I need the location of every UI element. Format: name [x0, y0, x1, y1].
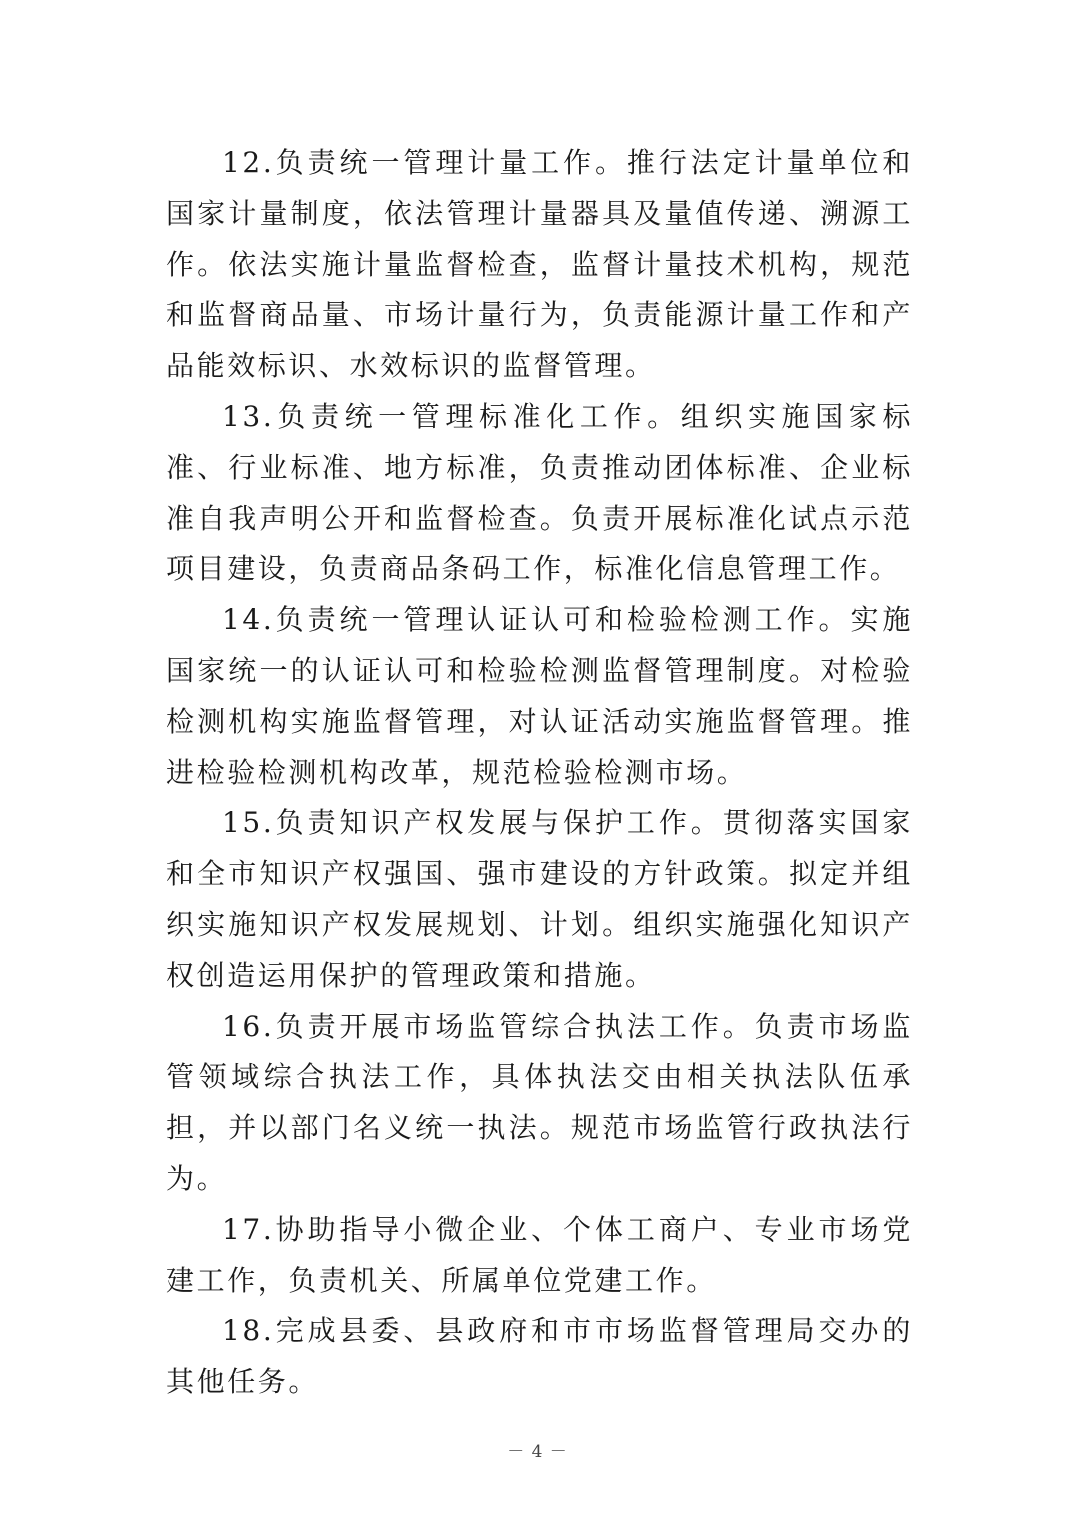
paragraph-item-18: 18.完成县委、县政府和市市场监督管理局交办的其他任务。 — [166, 1314, 913, 1399]
paragraph-item-12: 12.负责统一管理计量工作。推行法定计量单位和国家计量制度，依法管理计量器具及量值传递、溯源工作。依法实施计量监督检查，监督计量技术机构，规范和监督商品量、市场计量行为，负责能源计量工作和产品能效标识、水效标识的监督管理。 — [166, 146, 913, 383]
document-body — [166, 138, 913, 1408]
paragraph-item-16: 16.负责开展市场监管综合执法工作。负责市场监管领域综合执法工作，具体执法交由相关执法队伍承担，并以部门名义统一执法。规范市场监管行政执法行为。 — [166, 1009, 913, 1195]
paragraph-item-15: 15.负责知识产权发展与保护工作。贯彻落实国家和全市知识产权强国、强市建设的方针政策。拟定并组织实施知识产权发展规划、计划。组织实施强化知识产权创造运用保护的管理政策和措施。 — [166, 806, 913, 992]
paragraph-item-13: 13.负责统一管理标准化工作。组织实施国家标准、行业标准、地方标准，负责推动团体标准、企业标准自我声明公开和监督检查。负责开展标准化试点示范项目建设，负责商品条码工作，标准化信息管理工作。 — [166, 399, 913, 586]
page-number: － 4 － — [507, 1442, 568, 1462]
paragraph-item-17: 17.协助指导小微企业、个体工商户、专业市场党建工作，负责机关、所属单位党建工作。 — [166, 1212, 913, 1297]
paragraph-item-14: 14.负责统一管理认证认可和检验检测工作。实施国家统一的认证认可和检验检测监督管理制度。对检验检测机构实施监督管理，对认证活动实施监督管理。推进检验检测机构改革，规范检验检测市场。 — [166, 603, 913, 789]
